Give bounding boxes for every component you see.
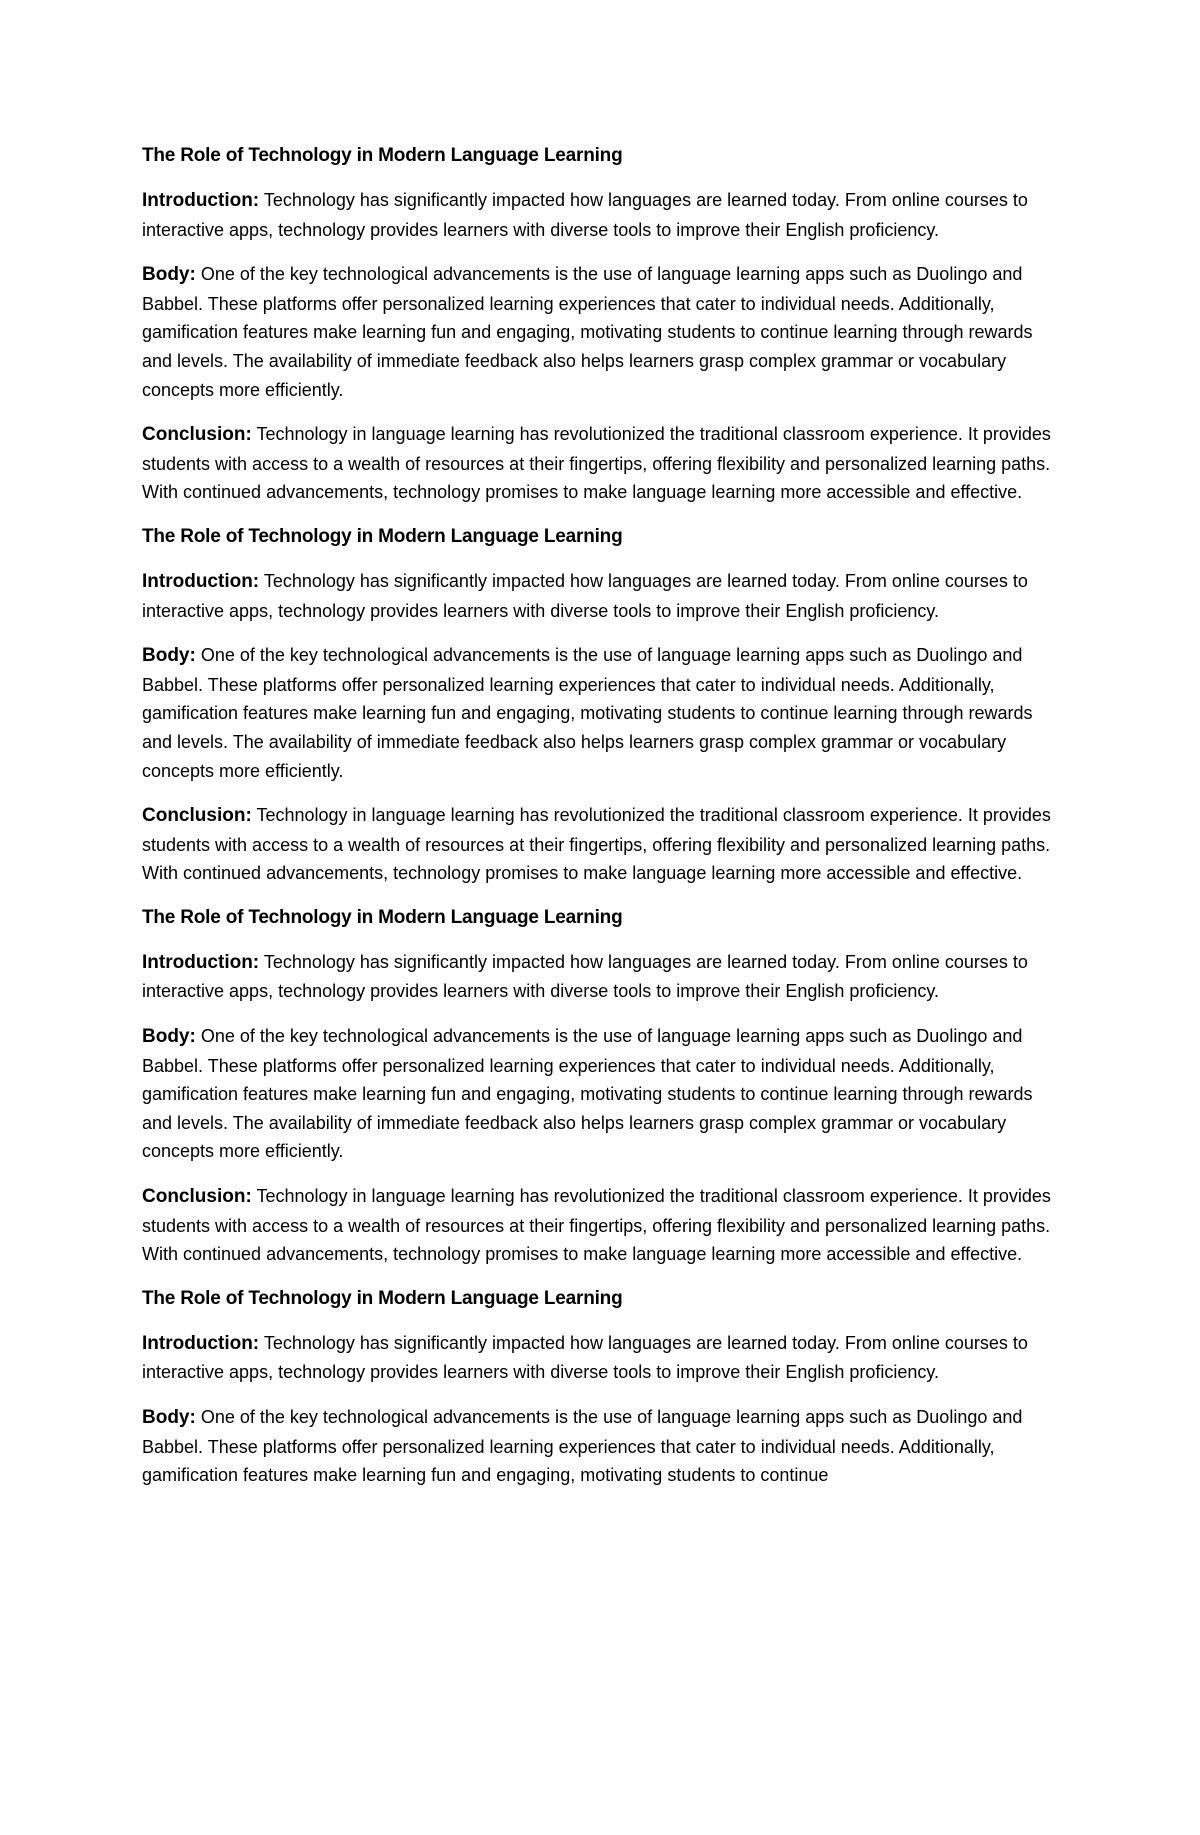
introduction-text: Technology has significantly impacted how languages are learned today. From online courses to interactive apps, technology provides learners with diverse tools to improve their English proficiency. [142,1332,1028,1383]
introduction-text: Technology has significantly impacted how languages are learned today. From online courses to interactive apps, technology provides learners with diverse tools to improve their English proficiency. [142,570,1028,621]
body-label: Body: [142,1026,196,1048]
body-label: Body: [142,264,196,286]
conclusion-text: Technology in language learning has revolutionized the traditional classroom experience. It provides students with access to a wealth of resources at their fingertips, offering flexibility and personalized learning paths. With continued advancements, technology promises to make language learning more accessible and effective. [142,805,1051,884]
body-paragraph [142,260,1062,404]
introduction-text: Technology has significantly impacted how languages are learned today. From online courses to interactive apps, technology provides learners with diverse tools to improve their English proficiency. [142,190,1028,240]
body-paragraph [142,1403,1062,1490]
essay-section [142,1285,1062,1490]
introduction-text: Technology has significantly impacted how languages are learned today. From online courses to interactive apps, technology provides learners with diverse tools to improve their English proficiency. [142,951,1028,1002]
conclusion-paragraph [142,420,1062,507]
body-text: One of the key technological advancements is the use of language learning apps such as Duolingo and Babbel. These platforms offer personalized learning experiences that cater to individual needs. Additionally, gamification features make learning fun and engaging, motivating students to continue learning through rewards and levels. The availability of immediate feedback also helps learners grasp complex grammar or vocabulary concepts more efficiently. [142,264,1033,400]
introduction-paragraph [142,948,1062,1006]
section-title: The Role of Technology in Modern Language Learning [142,1287,623,1309]
essay-section [142,904,1062,1269]
body-text: One of the key technological advancements is the use of language learning apps such as Duolingo and Babbel. These platforms offer personalized learning experiences that cater to individual needs. Additionally, gamification features make learning fun and engaging, motivating students to continue learning through rewards and levels. The availability of immediate feedback also helps learners grasp complex grammar or vocabulary concepts more efficiently. [142,1026,1033,1162]
conclusion-label: Conclusion: [142,1186,252,1208]
section-title: The Role of Technology in Modern Language Learning [142,525,623,547]
body-text: One of the key technological advancements is the use of language learning apps such as Duolingo and Babbel. These platforms offer personalized learning experiences that cater to individual needs. Additionally, gamification features make learning fun and engaging, motivating students to continue learning through rewards and levels. The availability of immediate feedback also helps learners grasp complex grammar or vocabulary concepts more efficiently. [142,645,1033,781]
introduction-label: Introduction: [142,190,260,211]
introduction-paragraph [142,567,1062,625]
section-title: The Role of Technology in Modern Language Learning [142,145,623,166]
document-page [142,142,1062,1506]
section-title: The Role of Technology in Modern Language Learning [142,906,623,928]
body-label: Body: [142,645,196,667]
introduction-paragraph [142,1329,1062,1387]
introduction-label: Introduction: [142,1332,260,1354]
essay-section [142,142,1062,507]
conclusion-text: Technology in language learning has revolutionized the traditional classroom experience. It provides students with access to a wealth of resources at their fingertips, offering flexibility and personalized learning paths. With continued advancements, technology promises to make language learning more accessible and effective. [142,424,1051,503]
conclusion-paragraph [142,1182,1062,1269]
conclusion-text: Technology in language learning has revolutionized the traditional classroom experience. It provides students with access to a wealth of resources at their fingertips, offering flexibility and personalized learning paths. With continued advancements, technology promises to make language learning more accessible and effective. [142,1186,1051,1265]
conclusion-paragraph [142,801,1062,888]
body-text: One of the key technological advancements is the use of language learning apps such as Duolingo and Babbel. These platforms offer personalized learning experiences that cater to individual needs. Additionally, gamification features make learning fun and engaging, motivating students to continue [142,1407,1023,1486]
introduction-label: Introduction: [142,951,260,973]
essay-section [142,523,1062,888]
introduction-label: Introduction: [142,570,260,592]
body-paragraph [142,1022,1062,1166]
body-paragraph [142,641,1062,785]
conclusion-label: Conclusion: [142,424,252,446]
introduction-paragraph [142,186,1062,244]
conclusion-label: Conclusion: [142,805,252,827]
body-label: Body: [142,1407,196,1428]
